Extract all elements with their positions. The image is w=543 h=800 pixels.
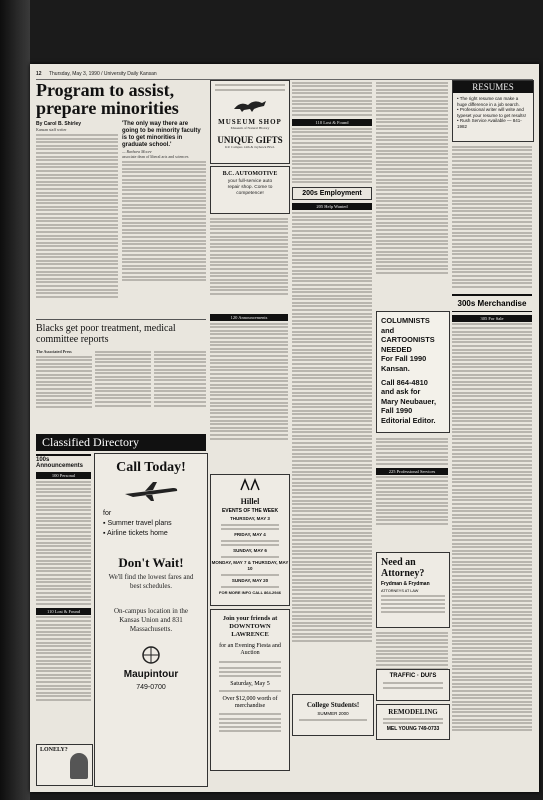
college-sub: SUMMER 2000 xyxy=(317,711,349,716)
headline-blacks: Blacks get poor treatment, medical committee reports xyxy=(36,323,176,345)
resumes-item-2: • Professional writer will write and typeset your resume to get results! xyxy=(457,107,527,118)
wire-credit: The Associated Press xyxy=(36,349,72,354)
classified-title: Classified Directory xyxy=(42,435,139,449)
college-students-ad xyxy=(292,694,374,736)
lost-found-head-2: 110 Lost & Found xyxy=(292,119,372,126)
lawrence-title: Join your friends at DOWNTOWN LAWRENCE xyxy=(222,615,278,638)
museum-tag: UNIQUE GIFTS xyxy=(217,135,283,145)
hillel-logo-icon xyxy=(239,478,261,492)
lawrence-date: Saturday, May 5 xyxy=(230,681,270,687)
columnists-line-1: COLUMNISTS and xyxy=(381,316,430,335)
bc-automotive-ad xyxy=(210,166,290,214)
columnists-line-9: Editorial Editor. xyxy=(381,415,436,425)
hillel-name: Hillel xyxy=(240,497,260,506)
hillel-events: EVENTS OF THE WEEK xyxy=(221,508,279,514)
headline-minorities: Program to assist, prepare minorities xyxy=(36,80,179,118)
classified-column-4 xyxy=(376,80,448,276)
travel-campus: On-campus location in the Kansas Union and 831 Massachusetts. xyxy=(113,607,189,633)
attorney-firm: Frydman & Frydman xyxy=(381,581,430,587)
hillel-day-2: FRIDAY, MAY 4 xyxy=(234,532,266,537)
newspaper-page xyxy=(30,64,539,792)
merchandise-head: 300s Merchandise xyxy=(457,298,527,308)
services-head: 225 Professional Services xyxy=(376,468,448,475)
columnists-line-7: Mary Neubauer, xyxy=(381,396,437,406)
classified-banner xyxy=(36,434,206,451)
portrait-photo xyxy=(70,753,88,779)
dinosaur-icon xyxy=(232,97,268,113)
binding-shadow xyxy=(0,0,30,800)
dateline: Thursday, May 3, 1990 / University Daily Kansan xyxy=(48,71,157,77)
travel-call: Call Today! xyxy=(116,460,186,475)
travel-phone: 749-0700 xyxy=(136,684,166,691)
travel-line-for: for xyxy=(103,510,112,517)
hillel-ad xyxy=(210,474,290,606)
hillel-day-3: SUNDAY, MAY 6 xyxy=(233,548,267,553)
lawrence-sub: for an Evening Fiesta and Auction xyxy=(219,643,281,656)
employment-section xyxy=(292,187,372,200)
bc-line-3: competence! xyxy=(236,191,264,196)
attorney-title: Need an Attorney? xyxy=(381,557,425,579)
museum-name: MUSEUM SHOP xyxy=(218,118,282,126)
announcements-120-head: 120 Announcements xyxy=(210,314,288,321)
pull-quote: 'The only way there are going to be minority faculty is to get minorities in graduate school.' xyxy=(122,121,201,148)
remodeling-title: REMODELING xyxy=(388,708,438,716)
lawrence-prize: Over $12,000 worth of merchandise xyxy=(222,696,278,709)
pull-attribution-title: associate dean of liberal arts and sciences xyxy=(122,154,189,159)
attorney-sub: ATTORNEYS AT LAW xyxy=(381,589,419,593)
travel-ad xyxy=(94,453,208,787)
services-column xyxy=(376,436,448,527)
columnists-line-2: CARTOONISTS NEEDED xyxy=(381,335,435,354)
college-title: College Students! xyxy=(306,701,360,709)
airplane-icon xyxy=(123,480,179,502)
travel-line-airline: ▪ Airline tickets home xyxy=(103,530,168,537)
museum-sub: Museum of Natural History xyxy=(230,126,270,130)
pull-attribution: — Barbara Moore xyxy=(122,149,152,154)
byline: By Carol B. Shirley xyxy=(36,121,82,127)
resumes-item-3: • Rush Service Available — 841-1982 xyxy=(457,118,522,129)
hillel-day-1: THURSDAY, MAY 3 xyxy=(230,516,270,521)
columnists-line-6: and ask for xyxy=(381,387,421,397)
globe-icon xyxy=(142,646,160,664)
hillel-day-5: SUNDAY, MAY 20 xyxy=(231,578,269,583)
travel-line-summer: ▪ Summer travel plans xyxy=(103,520,172,527)
employment-head: 200s Employment xyxy=(302,190,362,198)
page-header xyxy=(36,71,533,80)
bc-line-1: your full-service auto xyxy=(227,179,273,184)
downtown-lawrence-ad xyxy=(210,609,290,771)
lonely-title: LONELY? xyxy=(40,747,68,753)
personal-head: 100 Personal xyxy=(36,472,91,479)
announcements-head: 100s Announcements xyxy=(36,454,91,469)
for-sale-head: 305 For Sale xyxy=(452,315,532,322)
resumes-ad xyxy=(452,80,534,142)
attorney-ad xyxy=(376,552,450,628)
traffic-title: TRAFFIC · DUI'S xyxy=(389,673,437,679)
travel-wait-sub: We'll find the lowest fares and best schedules. xyxy=(108,573,194,590)
classified-column-3 xyxy=(292,80,372,643)
resumes-item-1: • The right resume can make a huge difference in a job search. xyxy=(457,96,520,107)
museum-shop-ad xyxy=(210,80,290,164)
resumes-title: RESUMES xyxy=(453,81,533,93)
columnists-ad xyxy=(376,311,450,433)
bc-name: B.C. AUTOMOTIVE xyxy=(222,171,278,177)
remodeling-ad xyxy=(376,704,450,740)
traffic-dui-ad xyxy=(376,669,450,701)
hillel-info: FOR MORE INFO CALL 864-2946 xyxy=(219,590,281,595)
classified-column-5 xyxy=(452,144,532,733)
columnists-line-8: Fall 1990 xyxy=(381,406,413,416)
lost-found-head: 110 Lost & Found xyxy=(36,608,91,615)
columnists-line-4: Kansan. xyxy=(381,363,410,373)
story-blacks-treatment xyxy=(36,319,206,410)
museum-address: KU Campus 14th & Jayhawk Blvd. xyxy=(225,145,275,149)
lonely-ad xyxy=(36,744,93,786)
columnists-line-5: Call 864-4810 xyxy=(381,377,428,387)
help-wanted-head: 205 Help Wanted xyxy=(292,203,372,210)
remodeling-phone: MEL YOUNG 749-0733 xyxy=(386,726,440,732)
announcements-120 xyxy=(210,314,288,441)
columnists-line-3: For Fall 1990 xyxy=(381,354,427,364)
merchandise-section xyxy=(452,294,532,312)
travel-brand: Maupintour xyxy=(123,669,179,680)
hillel-day-4: MONDAY, MAY 7 & THURSDAY, MAY 10 xyxy=(211,560,289,571)
byline-title: Kansan staff writer xyxy=(36,127,67,132)
travel-dont-wait: Don't Wait! xyxy=(118,555,184,570)
bc-line-2: repair shop. Come to xyxy=(227,185,273,190)
page-number: 12 xyxy=(36,71,42,77)
story-continuation xyxy=(210,216,288,297)
story-minorities xyxy=(36,81,206,299)
announcements-column xyxy=(36,454,91,703)
